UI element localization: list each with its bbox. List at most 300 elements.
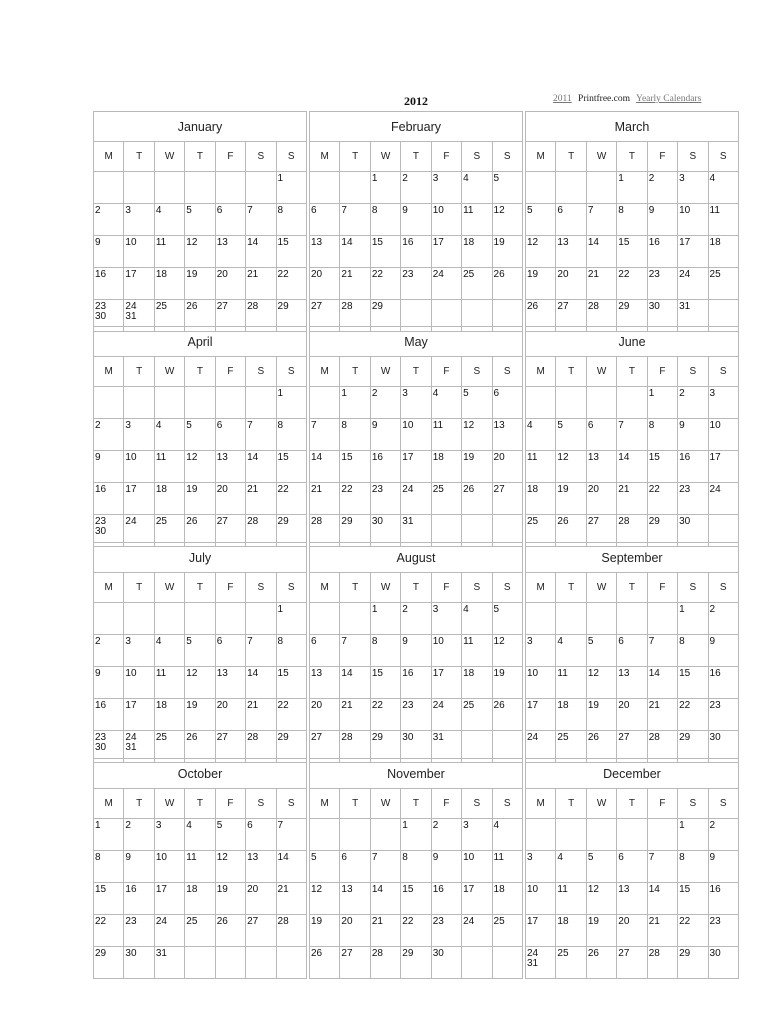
weekday-header: S [462,357,492,387]
day-cell: 17 [431,667,461,699]
day-cell: 8 [340,419,370,451]
day-cell: 1 [617,172,647,204]
day-cell: 18 [556,915,586,947]
day-cell: 7 [246,204,276,236]
day-cell: 15 [94,883,124,915]
day-cell: 6 [215,635,245,667]
week-row [310,483,523,515]
day-cell: 28 [340,300,370,332]
day-cell [215,172,245,204]
day-cell: 18 [154,483,184,515]
day-cell: 20 [617,699,647,731]
day-cell [526,172,556,204]
day-cell: 12 [215,851,245,883]
day-cell: 16 [708,883,738,915]
day-cell: 27 [215,731,245,763]
day-cell: 17 [124,483,154,515]
month-name: April [94,327,307,357]
day-cell: 29 [370,300,400,332]
day-cell: 15 [370,667,400,699]
day-cell: 24 [526,731,556,763]
day-cell [526,819,556,851]
month-table [93,542,307,763]
day-cell: 3 [678,172,708,204]
calendar-grid [93,111,739,973]
day-cell: 26 [185,731,215,763]
month-table [309,326,523,547]
week-row [526,268,739,300]
weekday-header: T [617,789,647,819]
day-cell: 25 [431,483,461,515]
day-cell: 21 [310,483,340,515]
day-cell: 28 [310,515,340,547]
day-cell: 25 [154,515,184,547]
day-cell: 19 [556,483,586,515]
day-cell: 12 [310,883,340,915]
day-cell: 2 [94,204,124,236]
weekday-header: M [526,789,556,819]
day-cell: 22 [370,699,400,731]
weekday-header: T [340,142,370,172]
day-cell: 15 [678,883,708,915]
weekday-header: S [708,357,738,387]
day-cell: 3 [431,172,461,204]
day-cell: 8 [401,851,431,883]
day-cell: 27 [617,731,647,763]
day-cell: 22 [370,268,400,300]
weekday-header: W [154,142,184,172]
page-header [0,90,768,110]
day-cell: 1 [370,172,400,204]
weekday-header: F [215,142,245,172]
day-cell: 1 [678,819,708,851]
day-cell: 19 [215,883,245,915]
day-cell: 11 [154,451,184,483]
month-name: December [526,759,739,789]
week-row [310,883,523,915]
day-cell: 12 [185,667,215,699]
day-cell: 19 [185,699,215,731]
month-table [309,758,523,979]
day-cell: 8 [94,851,124,883]
day-cell: 30 [401,731,431,763]
day-cell: 27 [310,731,340,763]
day-cell: 1 [276,387,306,419]
day-cell: 14 [647,667,677,699]
day-cell [276,947,306,979]
week-row [526,451,739,483]
day-cell: 5 [556,419,586,451]
day-cell [340,603,370,635]
weekday-header: T [185,142,215,172]
week-row [526,172,739,204]
day-cell: 6 [340,851,370,883]
day-cell: 18 [462,667,492,699]
day-cell: 21 [370,915,400,947]
header-links [553,94,701,104]
day-cell [340,819,370,851]
day-cell: 30 [708,731,738,763]
day-cell: 8 [276,419,306,451]
weekday-header: T [340,357,370,387]
weekday-header: M [94,789,124,819]
day-cell: 21 [647,699,677,731]
day-cell: 16 [647,236,677,268]
month-december [525,758,739,970]
day-cell: 29 [276,731,306,763]
day-cell: 22 [276,268,306,300]
day-cell [462,947,492,979]
weekday-header: S [276,789,306,819]
week-row [310,851,523,883]
weekday-header: S [492,142,522,172]
week-row [94,667,307,699]
day-cell: 2 [124,819,154,851]
day-cell: 5 [462,387,492,419]
site-name: Printfree.com [578,94,630,104]
day-cell: 15 [370,236,400,268]
day-cell: 6 [215,204,245,236]
day-cell: 26 [462,483,492,515]
day-cell [94,387,124,419]
day-cell: 9 [708,635,738,667]
week-row [94,819,307,851]
day-cell: 27 [215,515,245,547]
day-cell: 8 [647,419,677,451]
day-cell: 10 [526,883,556,915]
month-name: June [526,327,739,357]
day-cell: 26 [310,947,340,979]
day-cell: 25 [154,731,184,763]
day-cell: 4 [526,419,556,451]
day-cell: 17 [526,699,556,731]
day-cell: 16 [678,451,708,483]
day-cell: 18 [462,236,492,268]
day-cell: 17 [154,883,184,915]
month-table [525,111,739,332]
day-cell: 20 [215,699,245,731]
day-cell: 30 [124,947,154,979]
weekday-header: T [124,789,154,819]
day-cell: 9 [94,451,124,483]
weekday-header: T [340,573,370,603]
day-cell: 11 [556,883,586,915]
weekday-header: T [556,142,586,172]
day-cell: 27 [215,300,245,332]
day-cell: 23 [647,268,677,300]
weekday-header: T [340,789,370,819]
day-cell: 16 [370,451,400,483]
day-cell: 28 [647,731,677,763]
day-cell: 21 [586,268,616,300]
day-cell: 12 [185,236,215,268]
day-cell: 29 [276,515,306,547]
week-row [526,387,739,419]
day-cell: 29 [94,947,124,979]
week-row [526,819,739,851]
month-table [525,542,739,763]
day-cell: 25 [462,699,492,731]
weekday-header: M [94,142,124,172]
day-cell: 2 [678,387,708,419]
week-row [526,204,739,236]
day-cell: 7 [246,419,276,451]
day-cell [246,947,276,979]
day-cell: 20 [310,699,340,731]
day-cell: 24 31 [124,731,154,763]
week-row [526,483,739,515]
week-row [94,236,307,268]
day-cell: 3 [708,387,738,419]
day-cell [185,947,215,979]
week-row [526,635,739,667]
day-cell: 1 [94,819,124,851]
day-cell: 11 [556,667,586,699]
day-cell [617,387,647,419]
month-february [309,111,523,323]
day-cell: 29 [617,300,647,332]
week-row [310,419,523,451]
day-cell: 9 [708,851,738,883]
day-cell: 2 [401,603,431,635]
day-cell: 28 [246,731,276,763]
day-cell: 6 [556,204,586,236]
week-row [526,667,739,699]
day-cell: 17 [401,451,431,483]
day-cell: 11 [708,204,738,236]
day-cell: 4 [556,851,586,883]
day-cell: 15 [678,667,708,699]
day-cell: 1 [401,819,431,851]
day-cell: 23 [678,483,708,515]
weekday-header: S [708,573,738,603]
day-cell: 22 [94,915,124,947]
weekday-header: S [492,789,522,819]
day-cell: 19 [492,236,522,268]
day-cell: 12 [185,451,215,483]
day-cell: 16 [124,883,154,915]
day-cell [124,172,154,204]
day-cell: 19 [310,915,340,947]
day-cell: 21 [340,699,370,731]
day-cell: 29 [340,515,370,547]
day-cell: 5 [215,819,245,851]
weekday-header: F [431,573,461,603]
week-row [310,819,523,851]
weekday-header: W [154,573,184,603]
day-cell: 7 [310,419,340,451]
day-cell: 19 [586,915,616,947]
day-cell: 21 [617,483,647,515]
weekday-header: F [431,142,461,172]
day-cell: 27 [310,300,340,332]
day-cell: 27 [492,483,522,515]
day-cell: 10 [526,667,556,699]
month-name: May [310,327,523,357]
day-cell: 7 [276,819,306,851]
month-name: March [526,112,739,142]
day-cell: 1 [276,172,306,204]
day-cell [586,387,616,419]
day-cell: 20 [340,915,370,947]
day-cell: 4 [431,387,461,419]
day-cell: 12 [492,635,522,667]
day-cell [185,172,215,204]
day-cell: 4 [492,819,522,851]
day-cell [556,819,586,851]
day-cell: 10 [431,635,461,667]
month-table [93,758,307,979]
day-cell: 6 [310,635,340,667]
week-row [94,204,307,236]
weekday-header: T [556,789,586,819]
day-cell [124,603,154,635]
day-cell: 31 [678,300,708,332]
day-cell: 25 [492,915,522,947]
day-cell [310,172,340,204]
day-cell: 18 [556,699,586,731]
month-october [93,758,307,970]
day-cell: 27 [586,515,616,547]
weekday-header: S [462,789,492,819]
day-cell: 17 [526,915,556,947]
day-cell: 21 [246,699,276,731]
week-row [94,635,307,667]
day-cell: 23 30 [94,731,124,763]
day-cell: 19 [526,268,556,300]
day-cell: 9 [647,204,677,236]
day-cell: 2 [647,172,677,204]
day-cell [310,819,340,851]
day-cell: 1 [276,603,306,635]
week-row [310,699,523,731]
month-march [525,111,739,323]
day-cell: 31 [431,731,461,763]
day-cell: 18 [492,883,522,915]
day-cell: 26 [185,515,215,547]
weekday-header: W [370,573,400,603]
day-cell: 2 [708,819,738,851]
day-cell: 4 [154,635,184,667]
week-row [526,915,739,947]
day-cell: 14 [246,236,276,268]
day-cell: 28 [647,947,677,979]
week-row [94,172,307,204]
day-cell: 13 [492,419,522,451]
weekday-header: T [124,573,154,603]
day-cell: 8 [370,204,400,236]
weekday-header: T [556,357,586,387]
day-cell: 15 [340,451,370,483]
week-row [94,603,307,635]
day-cell: 7 [370,851,400,883]
day-cell: 6 [215,419,245,451]
day-cell: 3 [124,419,154,451]
day-cell: 11 [154,667,184,699]
day-cell: 16 [431,883,461,915]
day-cell: 25 [462,268,492,300]
weekday-header: T [617,142,647,172]
weekday-header: W [154,357,184,387]
day-cell: 14 [310,451,340,483]
day-cell: 23 [431,915,461,947]
weekday-header: W [370,789,400,819]
day-cell: 5 [185,635,215,667]
day-cell: 9 [94,667,124,699]
day-cell: 27 [556,300,586,332]
year-title: 2012 [404,94,428,108]
weekday-header: T [124,357,154,387]
day-cell: 5 [185,204,215,236]
day-cell [526,603,556,635]
day-cell [94,603,124,635]
day-cell: 22 [647,483,677,515]
day-cell: 28 [340,731,370,763]
day-cell: 20 [586,483,616,515]
week-row [94,451,307,483]
week-row [310,204,523,236]
yearly-calendars-link[interactable]: Yearly Calendars [636,94,702,104]
day-cell: 22 [617,268,647,300]
day-cell: 11 [154,236,184,268]
month-name: August [310,543,523,573]
day-cell: 13 [246,851,276,883]
weekday-header: T [401,142,431,172]
day-cell: 12 [586,667,616,699]
day-cell [124,387,154,419]
day-cell: 13 [215,236,245,268]
weekday-header: M [94,357,124,387]
week-row [310,172,523,204]
day-cell: 18 [185,883,215,915]
day-cell: 20 [617,915,647,947]
day-cell [94,172,124,204]
day-cell [526,387,556,419]
weekday-header: F [647,789,677,819]
day-cell: 12 [492,204,522,236]
day-cell: 5 [586,635,616,667]
day-cell: 4 [556,635,586,667]
day-cell: 30 [708,947,738,979]
weekday-header: T [401,789,431,819]
weekday-header: S [246,357,276,387]
day-cell: 24 31 [526,947,556,979]
day-cell: 27 [340,947,370,979]
day-cell [556,603,586,635]
day-cell: 23 30 [94,515,124,547]
day-cell: 23 30 [94,300,124,332]
day-cell: 18 [708,236,738,268]
weekday-header: S [276,142,306,172]
day-cell: 26 [526,300,556,332]
day-cell: 14 [340,667,370,699]
day-cell: 23 [708,915,738,947]
day-cell: 19 [185,483,215,515]
day-cell: 15 [276,667,306,699]
weekday-header: S [492,573,522,603]
day-cell: 9 [370,419,400,451]
prev-year-link[interactable]: 2011 [553,94,572,104]
day-cell: 5 [492,603,522,635]
day-cell: 21 [647,915,677,947]
day-cell: 24 [678,268,708,300]
day-cell: 26 [556,515,586,547]
day-cell: 1 [647,387,677,419]
weekday-header: S [462,573,492,603]
day-cell: 5 [586,851,616,883]
day-cell: 13 [617,667,647,699]
day-cell: 15 [617,236,647,268]
